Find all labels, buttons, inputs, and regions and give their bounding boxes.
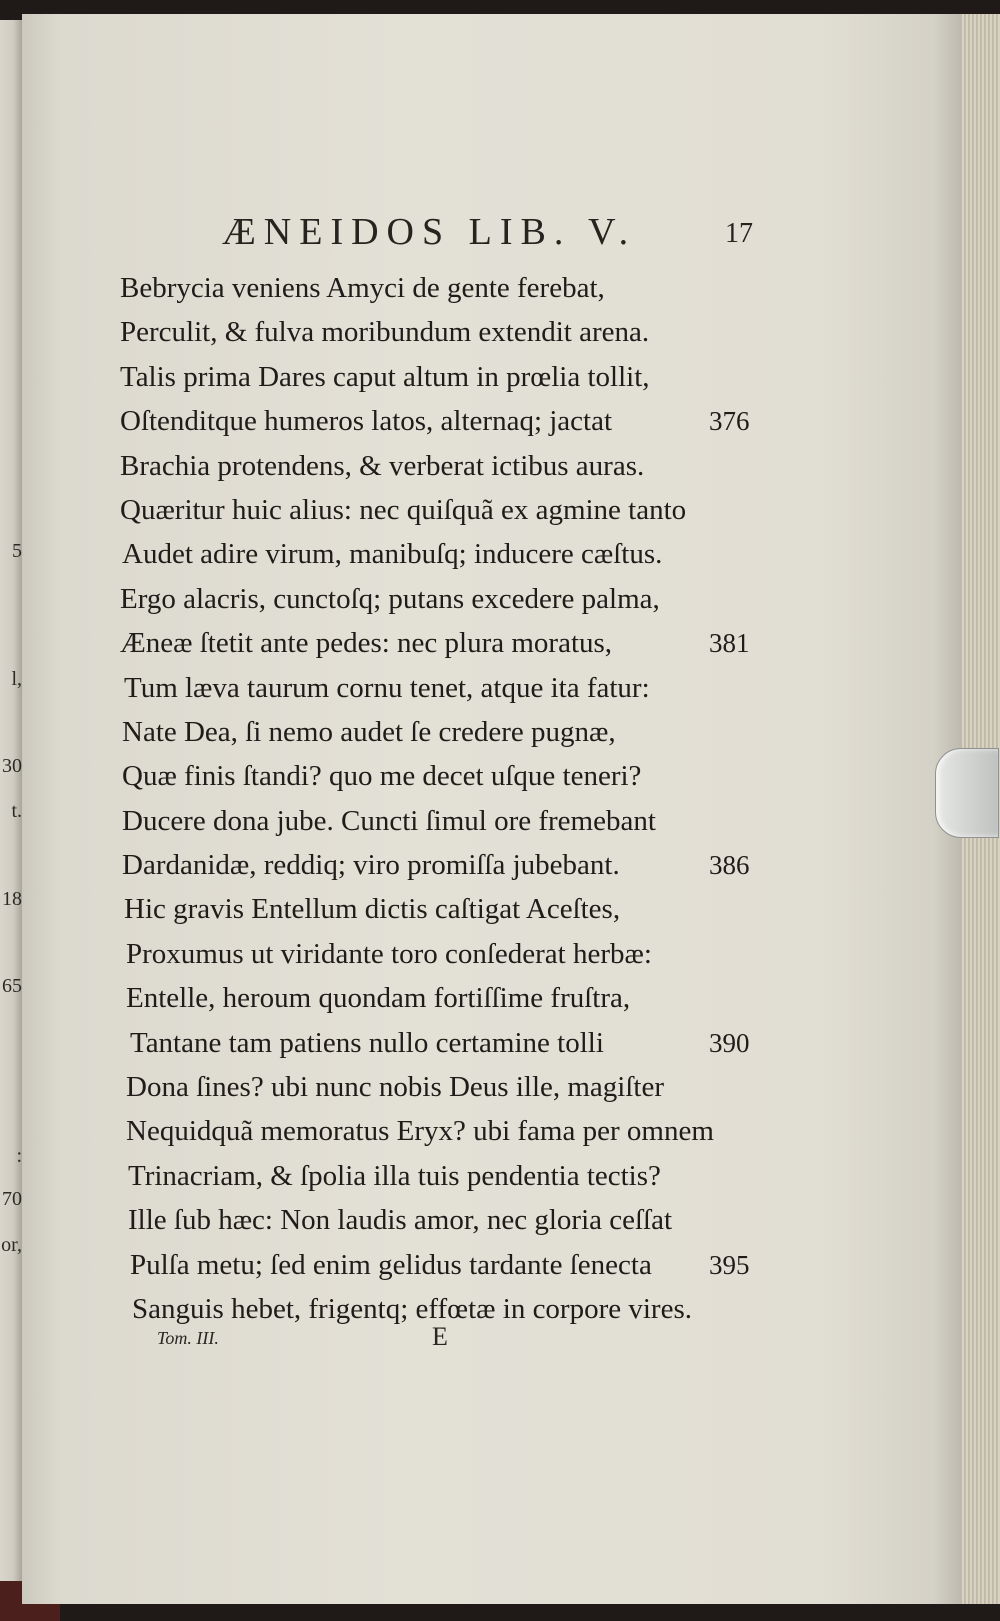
verse-text: Proxumus ut viridante toro conſederat herbæ: — [126, 937, 652, 970]
verse-text: Brachia protendens, & verberat ictibus auras. — [120, 449, 645, 482]
verse-block — [22, 266, 962, 1331]
verse-text: Talis prima Dares caput altum in prœlia tollit, — [120, 360, 650, 393]
previous-page-fragment: 30 — [2, 755, 22, 777]
verse-text: Tum læva taurum cornu tenet, atque ita fatur: — [124, 671, 650, 704]
page-header — [22, 210, 962, 260]
previous-page-fragment: 65 — [2, 975, 22, 997]
verse-text: Quæritur huic alius: nec quiſquã ex agmine tanto — [120, 493, 687, 526]
verse-line — [22, 710, 962, 754]
verse-text: Tantane tam patiens nullo certamine tolli — [130, 1026, 604, 1059]
previous-page-fragment: : — [16, 1145, 22, 1167]
verse-line — [22, 799, 962, 843]
line-number: 390 — [709, 1027, 750, 1058]
running-title: ÆNEIDOS LIB. V. — [222, 211, 637, 253]
verse-text: Dardanidæ, reddiq; viro promiſſa jubebant. — [122, 849, 620, 882]
verse-line — [22, 532, 962, 576]
previous-page-fragment: t. — [11, 800, 22, 822]
page-footer — [22, 1322, 962, 1362]
verse-line — [22, 843, 962, 887]
page-number: 17 — [725, 218, 753, 249]
verse-text: Pulſa metu; ſed enim gelidus tardante ſenecta — [130, 1248, 652, 1281]
verse-text: Ducere dona jube. Cuncti ſimul ore fremebant — [122, 804, 656, 837]
verse-line — [22, 1198, 962, 1242]
previous-page-fragment: 70 — [2, 1188, 22, 1210]
previous-page-fragment: 5 — [12, 540, 22, 562]
verse-text: Perculit, & fulva moribundum extendit arena. — [120, 316, 650, 349]
verse-line — [22, 666, 962, 710]
verse-text: Ergo alacris, cunctoſq; putans excedere palma, — [120, 582, 660, 615]
verse-line — [22, 1243, 962, 1287]
verse-line — [22, 1065, 962, 1109]
verse-text: Oſtenditque humeros latos, alternaq; jactat — [120, 405, 613, 438]
verse-line — [22, 310, 962, 354]
verse-line — [22, 266, 962, 310]
verse-line — [22, 754, 962, 798]
verse-line — [22, 1021, 962, 1065]
previous-page-fragment: or, — [1, 1234, 22, 1256]
previous-page-fragment: l, — [11, 668, 22, 690]
verse-text: Æneæ ſtetit ante pedes: nec plura moratus, — [120, 627, 613, 660]
line-number: 376 — [709, 406, 750, 437]
verse-text: Trinacriam, & ſpolia illa tuis pendentia tectis? — [128, 1159, 661, 1192]
verse-text: Nequidquã memoratus Eryx? ubi fama per omnem — [126, 1115, 714, 1148]
verse-text: Audet adire virum, manibuſq; inducere cæſtus. — [122, 538, 663, 571]
verse-line — [22, 577, 962, 621]
verse-text: Bebrycia veniens Amyci de gente ferebat, — [120, 272, 605, 304]
verse-line — [22, 444, 962, 488]
page-clip-marker — [935, 748, 999, 838]
verse-line — [22, 355, 962, 399]
verse-line — [22, 488, 962, 532]
volume-note: Tom. III. — [157, 1328, 219, 1348]
line-number: 386 — [709, 850, 750, 881]
book-page — [22, 14, 962, 1604]
verse-text: Ille ſub hæc: Non laudis amor, nec gloria ceſſat — [128, 1204, 673, 1237]
verse-line — [22, 399, 962, 443]
verse-line — [22, 1154, 962, 1198]
verse-text: Hic gravis Entellum dictis caſtigat Aceſtes, — [124, 893, 621, 926]
verse-line — [22, 1109, 962, 1153]
verse-text: Sanguis hebet, frigentq; effœtæ in corpore vires. — [132, 1292, 692, 1325]
verse-line — [22, 976, 962, 1020]
verse-line — [22, 932, 962, 976]
line-number: 381 — [709, 628, 750, 659]
verse-text: Nate Dea, ſi nemo audet ſe credere pugnæ, — [122, 715, 616, 748]
verse-text: Quæ finis ſtandi? quo me decet uſque teneri? — [122, 760, 642, 793]
previous-page-edge — [0, 20, 23, 1605]
line-number: 395 — [709, 1249, 750, 1280]
verse-text: Entelle, heroum quondam fortiſſime fruſtra, — [126, 982, 631, 1015]
signature-mark: E — [432, 1322, 448, 1351]
verse-text: Dona ſines? ubi nunc nobis Deus ille, magiſter — [126, 1071, 665, 1104]
verse-line — [22, 887, 962, 931]
previous-page-fragment: 18 — [2, 888, 22, 910]
verse-line — [22, 621, 962, 665]
